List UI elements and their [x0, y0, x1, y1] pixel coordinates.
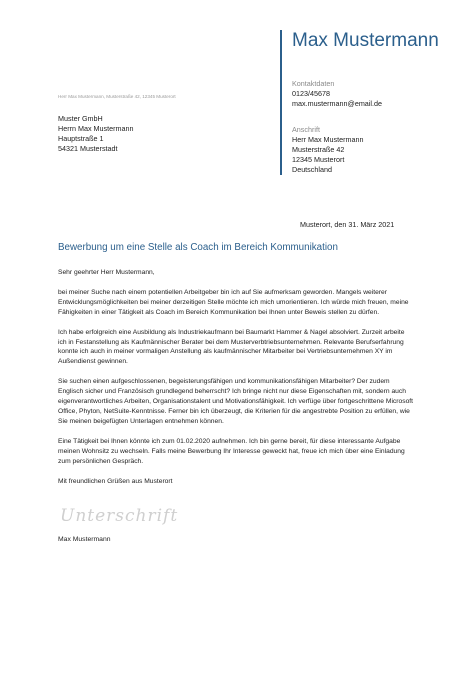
letter-body: [58, 268, 414, 486]
body-paragraph: Sie suchen einen aufgeschlossenen, begeisterungsfähigen und kommunikationsfähigen Mitarbeiter? Der zudem Englisch sicher und Französisch grundlegend beherrscht? Ich bringe nicht nur diese Eigenschaften mit, sondern auch eigenverantwortliches Arbeiten, Organisationstalent und Motivationsfähigkeit. Ich verfüge über fortgeschrittene Microsoft Office, Phyton, NetSuite-Kenntnisse. Ferner bin ich überzeugt, die Kriterien für die angestrebte Position zu erfüllen, wie Sie meinen beigefügten Unterlagen entnehmen können.: [58, 378, 413, 425]
header-accent-line: [280, 30, 282, 175]
signature-name: Max Mustermann: [58, 536, 111, 543]
signature-image: Unterschrift: [60, 506, 179, 526]
contact-phone: 0123/45678: [292, 89, 330, 98]
address-line: Herr Max Mustermann: [292, 135, 364, 144]
address-line: Deutschland: [292, 165, 332, 174]
address-heading: Anschrift: [292, 125, 320, 134]
recipient-line: Herrn Max Mustermann: [58, 124, 134, 133]
recipient-block: [58, 114, 134, 154]
sender-return-line: Herr Max Mustermann, Musterstraße 42, 12345 Musterort: [58, 94, 176, 99]
letter-subject: Bewerbung um eine Stelle als Coach im Bereich Kommunikation: [58, 242, 338, 253]
salutation: Sehr geehrter Herr Mustermann,: [58, 269, 155, 276]
sender-name-heading: Max Mustermann: [292, 30, 439, 51]
letter-date: Musterort, den 31. März 2021: [300, 220, 395, 229]
recipient-line: Hauptstraße 1: [58, 134, 104, 143]
contact-heading: Kontaktdaten: [292, 79, 335, 88]
address-line: 12345 Musterort: [292, 155, 345, 164]
recipient-line: Muster GmbH: [58, 114, 103, 123]
body-paragraph: Eine Tätigkeit bei Ihnen könnte ich zum 01.02.2020 aufnehmen. Ich bin gerne bereit, für diese interessante Aufgabe meinen Wohnsitz zu wechseln. Falls meine Bewerbung Ihr Interesse geweckt hat, freue ich mich über eine Einladung zum persönlichen Gespräch.: [58, 437, 405, 465]
recipient-line: 54321 Musterstadt: [58, 144, 118, 153]
address-line: Musterstraße 42: [292, 145, 345, 154]
closing-line: Mit freundlichen Grüßen aus Musterort: [58, 477, 173, 485]
body-paragraph: bei meiner Suche nach einem potentiellen Arbeitgeber bin ich auf Sie aufmerksam geworden. Mangels weiterer Entwicklungsmöglichkeiten bei meiner derzeitigen Stelle möchte ich mich umorientieren. Ich würde mich freuen, meine Fähigkeiten in einer Tätigkeit als Coach im Bereich Kommunikation bei Ihnen unter Beweis stellen zu dürfen.: [58, 288, 409, 316]
body-paragraph: Ich habe erfolgreich eine Ausbildung als Industriekaufmann bei Baumarkt Hammer & Nagel absolviert. Zurzeit arbeite ich in Festanstellung als Kaufmännischer Berater bei dem Musterverbtriebsunternehmen. Relevante Berufserfahrung konnte ich auch in meiner vormaligen Anstellung als kaufmännischer Mitarbeiter bei Vertriebsunternehmen XY im Außendienst gewinnen.: [58, 328, 405, 366]
contact-block: [292, 79, 382, 109]
contact-email: max.mustermann@email.de: [292, 99, 382, 108]
address-block: [292, 125, 364, 175]
